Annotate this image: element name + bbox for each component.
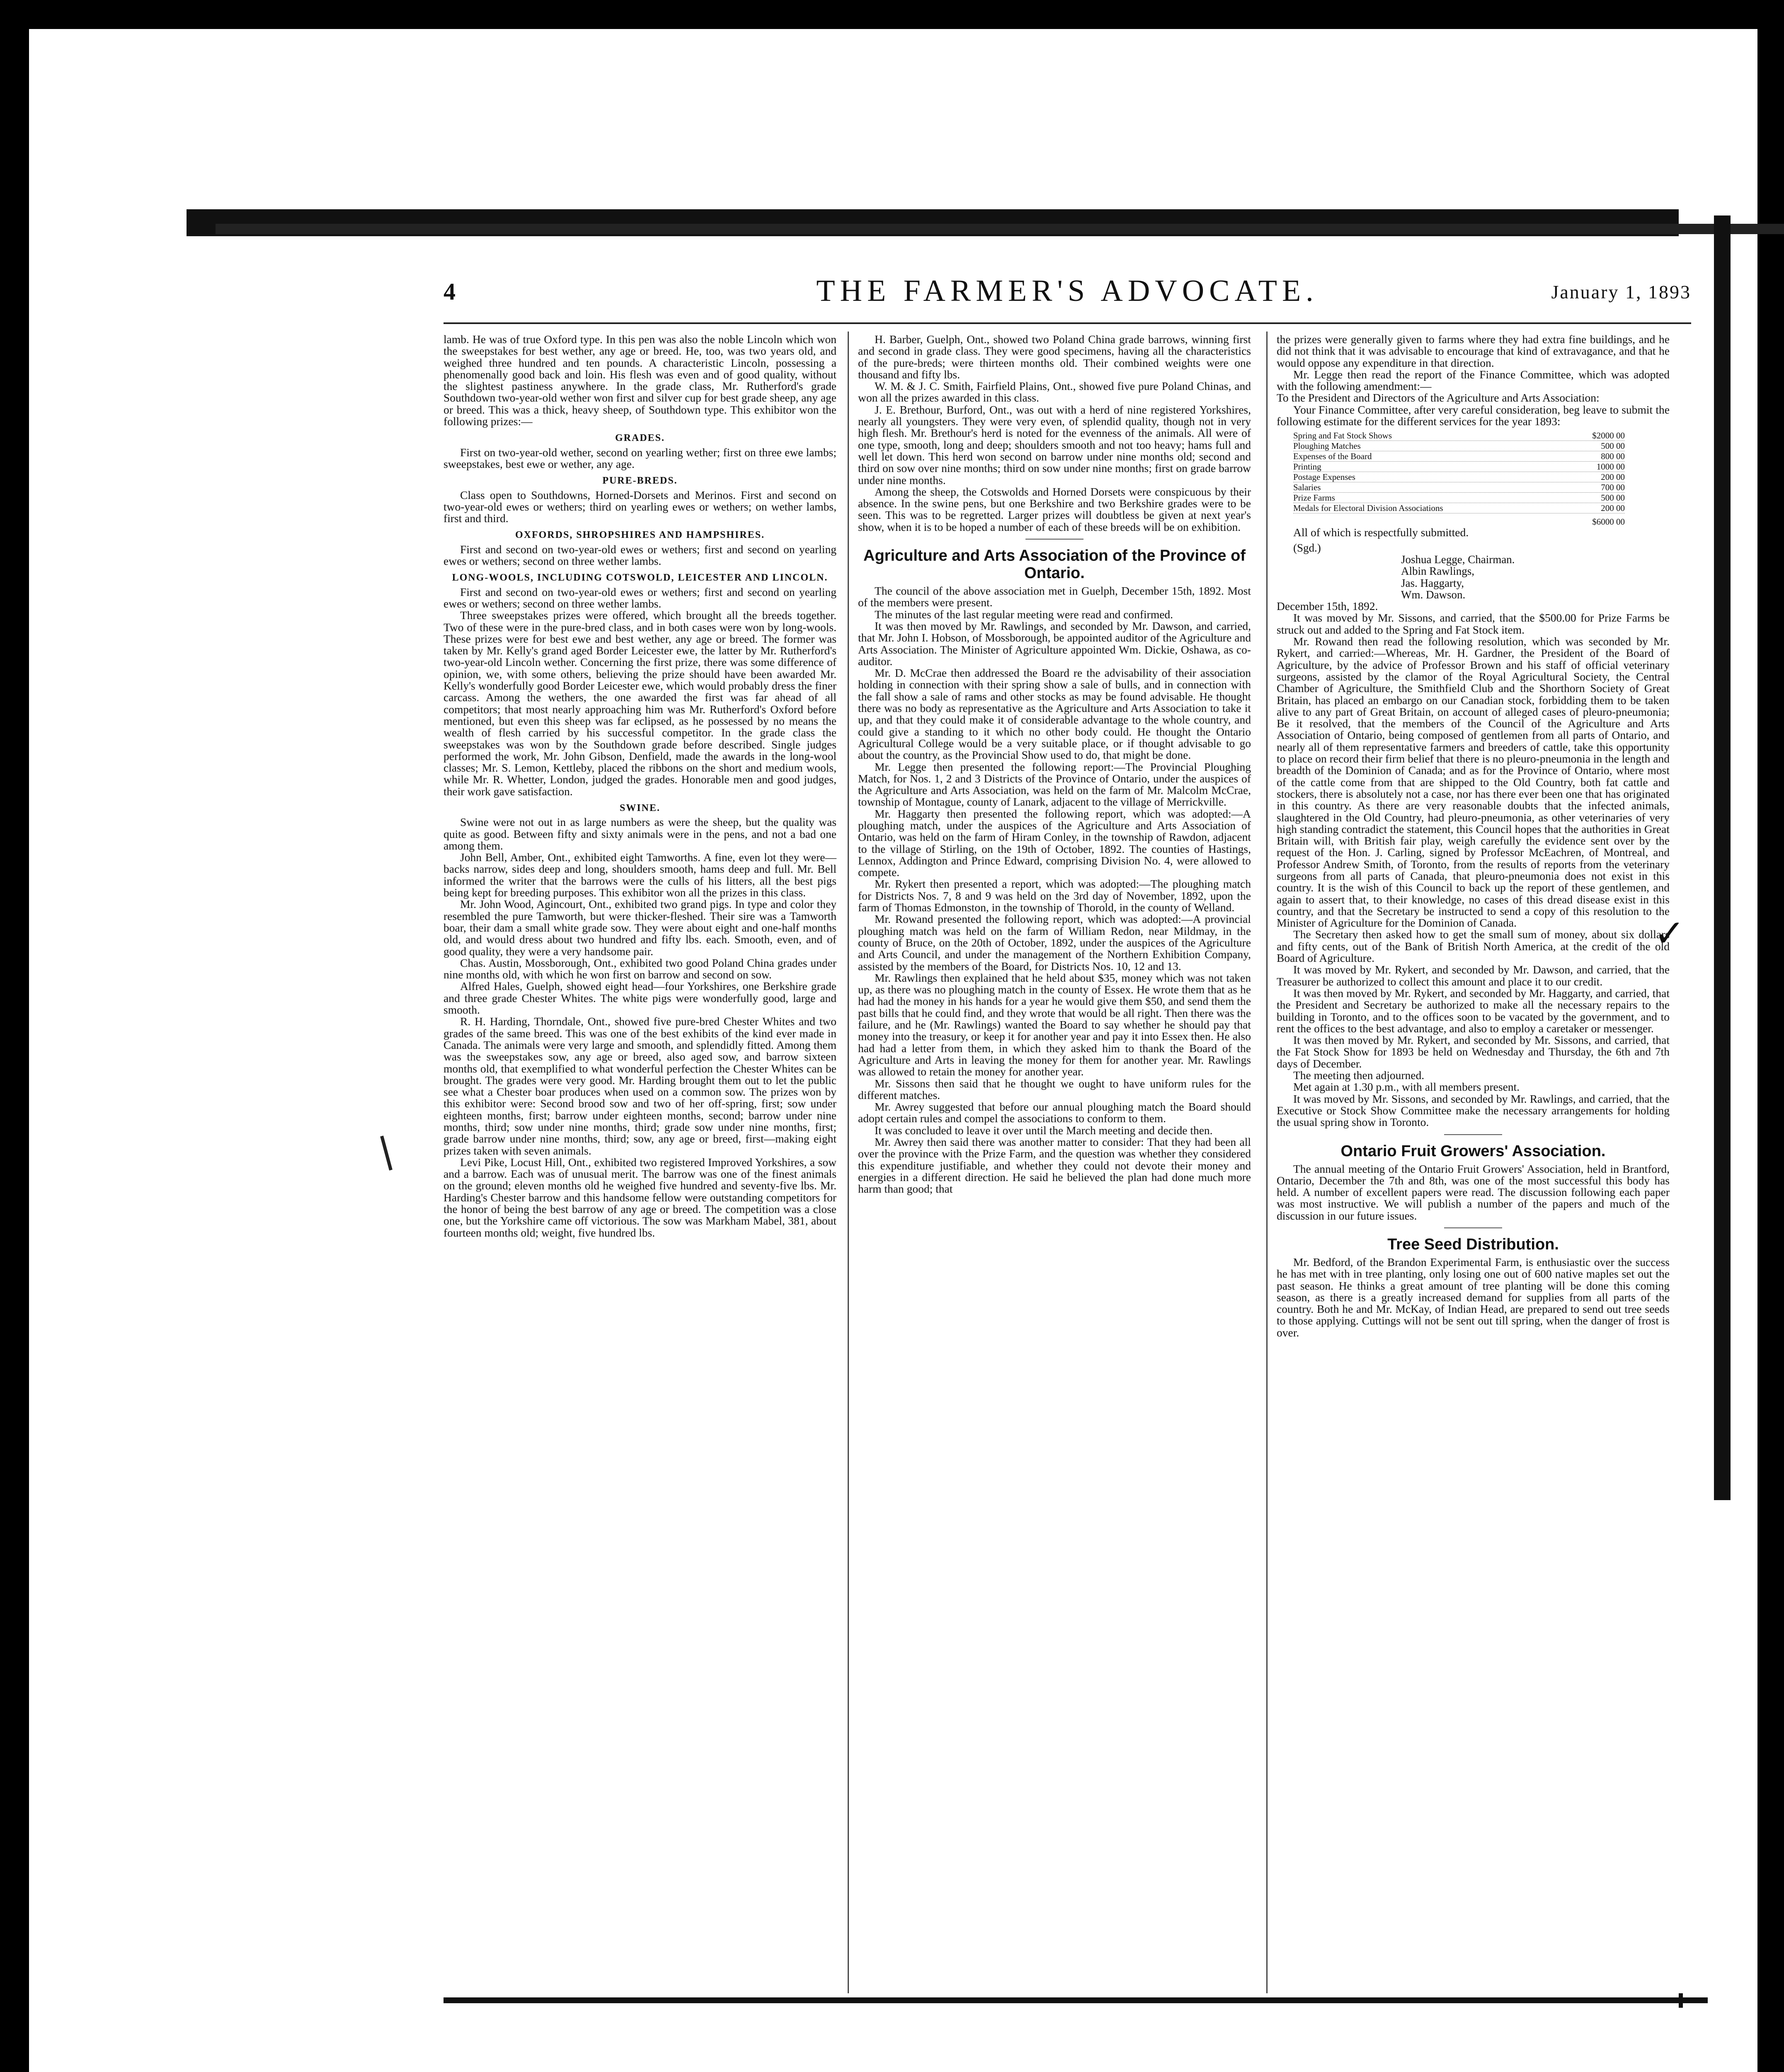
page-header <box>444 274 1691 319</box>
article-title: Agriculture and Arts Association of the Province of Ontario. <box>863 547 1246 582</box>
paragraph: Mr. Awrey then said there was another matter to consider: That they had been all over the province with the Prize Farm, and the question was whether they considered this expenditure justifiable, and whether they could not devote their money and energies in a different direction. He said he believed the plan had done much more harm than good; that <box>858 1135 1251 1196</box>
estimate-row <box>1293 451 1625 462</box>
article-title: Tree Seed Distribution. <box>1387 1236 1559 1253</box>
paragraph: First on two-year-old wether, second on yearling wether; first on three ewe lambs; sweepstakes, best ewe or wether, any age. <box>444 445 836 470</box>
paragraph: Mr. Sissons then said that he thought we ought to have uniform rules for the different matches. <box>858 1077 1251 1101</box>
estimate-item: Printing <box>1293 462 1321 472</box>
paragraph: It was concluded to leave it over until the March meeting and decide then. <box>875 1123 1213 1137</box>
column-1 <box>444 334 836 1239</box>
estimate-row <box>1293 462 1625 472</box>
divider <box>1025 539 1083 540</box>
estimate-row <box>1293 493 1625 503</box>
estimate-row <box>1293 503 1625 513</box>
paragraph: It was then moved by Mr. Rykert, and seconded by Mr. Haggarty, and carried, that the President and Secretary be authorized to make all the necessary repairs to the building in Toronto, and to the offices soon to be vacated by the government, and to rent the offices to the best advantage, and also to employ a caretaker or messenger. <box>1277 986 1670 1035</box>
paragraph: Mr. Legge then read the report of the Finance Committee, which was adopted with the following amendment:— <box>1277 368 1670 393</box>
paragraph: Swine were not out in as large numbers as were the sheep, but the quality was quite as good. Between fifty and sixty animals were in the pens, and not a bad one among them. <box>444 816 836 852</box>
paragraph: It was moved by Mr. Sissons, and carried, that the $500.00 for Prize Farms be struck out and added to the Spring and Fat Stock item. <box>1277 611 1670 636</box>
paragraph: Mr. Rawlings then explained that he held about $35, money which was not taken up, as there was no ploughing match in the county of Essex. He wrote them that as he had had the money in his hands for a year he would give them $50, and send them the past bills that he could find, and they wrote that would be all right. Then there was the failure, and he (Mr. Rawlings) wanted the Board to say whether he should pay that money into the treasury, or keep it for another year and pay it into Essex then. He also had had a letter from them, in which they asked him to thank the Board of the Agriculture and Arts in leaving the money for them for another year. Mr. Rawlings was allowed to retain the money for another year. <box>858 971 1251 1078</box>
estimate-amount: 200 00 <box>1601 503 1625 513</box>
divider <box>1444 1134 1502 1135</box>
paragraph: The Secretary then asked how to get the small sum of money, about six dollars and fifty cents, out of the Bank of British North America, at the credit of the old Board of Agriculture. <box>1277 928 1670 965</box>
paragraph: Chas. Austin, Mossborough, Ont., exhibited two good Poland China grades under nine months old, with which he won first on barrow and second on sow. <box>444 956 836 981</box>
paragraph: It was moved by Mr. Sissons, and seconded by Mr. Rawlings, and carried, that the Executive or Stock Show Committee make the necessary arrangements for holding the usual spring show in Toronto. <box>1277 1092 1670 1129</box>
paragraph: W. M. & J. C. Smith, Fairfield Plains, Ont., showed five pure Poland Chinas, and won all the prizes awarded in this class. <box>858 380 1251 404</box>
paragraph: Your Finance Committee, after very careful consideration, beg leave to submit the following estimate for the different services for the year 1893: <box>1277 403 1670 428</box>
paragraph: It was then moved by Mr. Rykert, and seconded by Mr. Sissons, and carried, that the Fat Stock Show for 1893 be held on Wednesday and Thursday, the 6th and 7th days of December. <box>1277 1034 1670 1070</box>
paragraph: Met again at 1.30 p.m., with all members present. <box>1293 1080 1520 1094</box>
paragraph: Mr. Bedford, of the Brandon Experimental Farm, is enthusiastic over the success he has met with in tree planting, only losing one out of 600 native maples set out the past season. He thinks a great amount of tree planting will be done this coming season, as there is a greatly increased demand for supplies from all parts of the country. Both he and Mr. McKay, of Indian Head, are prepared to send out tree seeds to those applying. Cuttings will not be sent out till spring, when the danger of frost is over. <box>1277 1256 1670 1339</box>
paragraph: lamb. He was of true Oxford type. In this pen was also the noble Lincoln which won the sweepstakes for best wether, any age or breed. He, too, was two years old, and weighed three hundred and ten pounds. A characteristic Lincoln, possessing a phenomenally good back and loin. His flesh was even and of good quality, without the slightest pastiness anywhere. In the grade class, Mr. Rutherford's grade Southdown two-year-old wether won first and silver cup for best grade sheep, any age or breed. This was a thick, heavy sheep, of Southdown type. This exhibitor won the following prizes:— <box>444 333 836 428</box>
paragraph: Mr. Rowand presented the following report, which was adopted:—A provincial ploughing match was held on the farm of William Redon, near Mildmay, in the county of Bruce, on the 20th of October, 1892, under the auspices of the Agriculture and Arts Council, and under the management of the Northern Exhibition Company, assisted by the members of the Board, for Districts Nos. 10, 12 and 13. <box>858 913 1251 973</box>
estimate-table <box>1293 431 1625 527</box>
estimate-item: Expenses of the Board <box>1293 451 1372 462</box>
paragraph: Among the sheep, the Cotswolds and Horned Dorsets were conspicuous by their absence. In the swine pens, but one Berkshire and two Berkshire grades were to be seen. This was to be regretted. Larger prizes will doubtless be given at next year's show, when it is to be hoped a number of each of these breeds will be on exhibition. <box>858 485 1251 533</box>
signature: Joshua Legge, Chairman. <box>1401 553 1515 566</box>
estimate-item: Spring and Fat Stock Shows <box>1293 431 1392 441</box>
estimate-amount: 800 00 <box>1601 451 1625 462</box>
estimate-amount: 700 00 <box>1601 482 1625 493</box>
estimate-amount: 1000 00 <box>1596 462 1625 472</box>
paragraph: John Bell, Amber, Ont., exhibited eight Tamworths. A fine, even lot they were—backs narrow, sides deep and long, shoulders smooth, hams deep and full. Mr. Bell informed the writer that the barrows were the culls of his litters, all the best pigs being kept for breeding purposes. This exhibitor won all the prizes in this class. <box>444 851 836 899</box>
paragraph: Three sweepstakes prizes were offered, which brought all the breeds together. Two of these were in the pure-bred class, and in both cases were won by long-wools. These prizes were for best ewe and best wether, any age or breed. The former was taken by Mr. Kelly's grand aged Border Leicester ewe, the latter by Mr. Rutherford's two-year-old Lincoln wether. Concerning the first prize, there was some difference of opinion, we, with some others, believing the prize should have been awarded Mr. Kelly's wonderfully good Border Leicester ewe, which would probably dress the finer carcass. Among the wethers, the one awarded the first was far ahead of all competitors; that most nearly approaching him was Mr. Rutherford's Oxford before mentioned, but even this sheep was far eclipsed, as he possessed by no means the wealth of flesh carried by his successful competitor. In the grade class the sweepstakes was won by the Southdown grade before described. Single judges performed the work, Mr. John Gibson, Denfield, made the awards in the long-wool classes; Mr. S. Lemon, Kettleby, placed the ribbons on the short and medium wools, while Mr. R. Whetter, London, judged the grades. Honorable men and good judges, their work gave satisfaction. <box>444 609 836 798</box>
page-number: 4 <box>444 278 456 305</box>
paragraph: To the President and Directors of the Agriculture and Arts Association: <box>1277 391 1600 404</box>
estimate-item: Prize Farms <box>1293 493 1335 503</box>
bottom-tick <box>1679 1993 1683 2008</box>
paragraph: Mr. John Wood, Agincourt, Ont., exhibited two grand pigs. In type and color they resembled the pure Tamworth, but were thicker-fleshed. Their sire was a Tamworth boar, their dam a small white grade sow. They were about eight and one-half months old, and would dress about two hundred and fifty lbs. each. Smooth, even, and of good quality, they were a very handsome pair. <box>444 898 836 958</box>
paragraph: All of which is respectfully submitted. <box>1293 526 1469 539</box>
estimate-row <box>1293 482 1625 493</box>
paragraph: The meeting then adjourned. <box>1293 1069 1425 1082</box>
scan-edge-right <box>1714 215 1731 1500</box>
newspaper-page <box>444 274 1691 2072</box>
column-rule <box>1266 332 1268 1993</box>
sgd-label: (Sgd.) <box>1293 541 1321 554</box>
estimate-item: Salaries <box>1293 482 1321 493</box>
estimate-amount: 500 00 <box>1601 441 1625 451</box>
column-rule <box>848 332 849 1993</box>
scan-bar-shadow <box>216 224 1784 234</box>
section-heading: OXFORDS, SHROPSHIRES AND HAMPSHIRES. <box>515 530 765 541</box>
paragraph: R. H. Harding, Thorndale, Ont., showed five pure-bred Chester Whites and two grades of the same breed. This was one of the best exhibits of the kind ever made in Canada. The animals were very large and smooth, and splendidly fitted. Among them was the sweepstakes sow, any age or breed, also aged sow, and barrow sixteen months old, that exemplified to what wonderful perfection the Chester Whites can be brought. The grades were very good. Mr. Harding brought them out to let the public see what a Chester boar produces when used on a common sow. The prizes won by this exhibitor were: Second brood sow and two of her off-spring, first; sow under eighteen months, first; barrow under eighteen months, second; barrow under nine months, third; sow under nine months, third; grade sow under nine months, first; grade barrow under nine months, third; sow, any age or breed, first—making eight prizes taken with seven animals. <box>444 1015 836 1157</box>
paragraph: H. Barber, Guelph, Ont., showed two Poland China grade barrows, winning first and second in grade class. They were good specimens, having all the characteristics of the pure-breds; were thirteen months old. Their combined weights were one thousand and fifty lbs. <box>858 333 1251 381</box>
section-heading: LONG-WOOLS, INCLUDING COTSWOLD, LEICESTER AND LINCOLN. <box>452 572 828 583</box>
paragraph: Mr. Legge then presented the following report:—The Provincial Ploughing Match, for Nos. 1, 2 and 3 Districts of the Province of Ontario, under the auspices of the Agriculture and Arts Association, was held on the farm of Mr. Malcolm McCrae, township of Montague, county of Lanark, adjacent to the village of Merrickville. <box>858 760 1251 808</box>
signatures <box>1293 542 1670 600</box>
section-heading: PURE-BREDS. <box>602 475 678 487</box>
bottom-rule <box>444 1997 1708 2003</box>
masthead: THE FARMER'S ADVOCATE. <box>816 274 1319 308</box>
paragraph: It was moved by Mr. Rykert, and seconded by Mr. Dawson, and carried, that the Treasurer be authorized to collect this amount and place it to our credit. <box>1277 963 1670 988</box>
estimate-item: Postage Expenses <box>1293 472 1355 482</box>
pencil-check-icon: ✓ <box>1654 912 1685 955</box>
signature: Wm. Dawson. <box>1401 588 1466 601</box>
paragraph: Mr. Rowand then read the following resolution, which was seconded by Mr. Rykert, and carried:—Whereas, Mr. H. Gardner, the President of the Board of Agriculture, by the advice of Professor Brown and his staff of official veterinary surgeons, assisted by the clamor of the Royal Agricultural Society, the Central Chamber of Agriculture, the Smithfield Club and the Shorthorn Society of Great Britain, has placed an embargo on our Canadian stock, forbidding them to be taken alive to any part of Great Britain, on account of alleged cases of pleuro-pneumonia; Be it resolved, that the members of the Council of the Agriculture and Arts Association of Ontario, being composed of gentlemen from all parts of Ontario, and nearly all of them representative farmers and breeders of cattle, take this opportunity to place on record their firm belief that there is no pleuro-pneumonia in the length and breadth of the Dominion of Canada; and as for the Province of Ontario, where most of the cattle come from that are shipped to the Old Country, both fat cattle and stockers, there is absolutely not a case, nor has there ever been one that has originated in this country. As there are very reasonable doubts that the infected animals, slaughtered in the Old Country, had pleuro-pneumonia, as other veterinaries of very high standing contradict the statement, this Council hopes that the authorities in Great Britain will, with British fair play, weigh carefully the evidence sent over by the request of the Hon. J. Carling, signed by Professor McEachren, of Montreal, and Professor Andrew Smith, of Toronto, from the results of reports from the veterinary surgeons from all parts of Canada, that pleuro-pneumonia does not exist in this country. It is the wish of this Council to back up the report of these gentlemen, and again to assert that, to their knowledge, no cases of this dread disease exist in this country, and that the Secretary be instructed to send a copy of this resolution to the Minister of Agriculture for the Dominion of Canada. <box>1277 635 1670 929</box>
paragraph: Alfred Hales, Guelph, showed eight head—four Yorkshires, one Berkshire grade and three grade Chester Whites. The white pigs were wonderfully good, large and smooth. <box>444 980 836 1017</box>
estimate-amount: 500 00 <box>1601 493 1625 503</box>
estimate-item: Medals for Electoral Division Associations <box>1293 503 1443 513</box>
column-2 <box>858 334 1251 1195</box>
paragraph: The council of the above association met in Guelph, December 15th, 1892. Most of the members were present. <box>858 584 1251 609</box>
estimate-amount: 200 00 <box>1601 472 1625 482</box>
paragraph: First and second on two-year-old ewes or wethers; first and second on yearling ewes or wethers; second on three wether lambs. <box>444 542 836 568</box>
signature: Albin Rawlings, <box>1401 565 1475 578</box>
signature: Jas. Haggarty, <box>1401 576 1464 589</box>
estimate-row <box>1293 441 1625 451</box>
header-rule <box>444 322 1691 324</box>
issue-date: January 1, 1893 <box>1551 281 1691 303</box>
divider <box>1444 1227 1502 1228</box>
section-heading: SWINE. <box>619 802 661 813</box>
article-title: Ontario Fruit Growers' Association. <box>1340 1142 1606 1160</box>
paragraph: Mr. Haggarty then presented the following report, which was adopted:—A ploughing match, under the auspices of the Agriculture and Arts Association of Ontario, was held on the farm of Hiram Conley, in the township of Rawdon, adjacent to the village of Stirling, on the 19th of October, 1892. The counties of Hastings, Lennox, Addington and Prince Edward, comprising Division No. 4, were allowed to compete. <box>858 807 1251 879</box>
report-date: December 15th, 1892. <box>1277 600 1378 613</box>
section-heading: GRADES. <box>615 433 665 444</box>
paragraph: J. E. Brethour, Burford, Ont., was out with a herd of nine registered Yorkshires, nearly all youngsters. They were very even, of splendid quality, though not in very high flesh. Mr. Brethour's herd is noted for the evenness of the animals. All were of one type, smooth, long and deep; shoulders smooth and not too heavy; hams full and well let down. This herd won second on barrow under nine months old; second and third on sow over nine months; third on sow under nine months; first on grade barrow under nine months. <box>858 403 1251 487</box>
estimate-row <box>1293 472 1625 482</box>
paragraph: First and second on two-year-old ewes or wethers; first and second on yearling ewes or wethers; second on three wether lambs. <box>444 585 836 610</box>
paragraph: Mr. Rykert then presented a report, which was adopted:—The ploughing match for Districts Nos. 7, 8 and 9 was held on the 3rd day of November, 1892, upon the farm of Thomas Edmonston, in the township of Thorold, in the county of Welland. <box>858 877 1251 914</box>
paragraph: The annual meeting of the Ontario Fruit Growers' Association, held in Brantford, Ontario, December the 7th and 8th, was one of the most successful this body has held. A number of excellent papers were read. The discussion following each paper was most instructive. We will publish a number of the papers and much of the discussion in our future issues. <box>1277 1162 1670 1222</box>
paragraph: It was then moved by Mr. Rawlings, and seconded by Mr. Dawson, and carried, that Mr. John I. Hobson, of Mossborough, be appointed auditor of the Agriculture and Arts Association. The Minister of Agriculture appointed Wm. Dickie, Oshawa, as co-auditor. <box>858 619 1251 668</box>
estimate-amount: $2000 00 <box>1592 431 1625 441</box>
paragraph: Mr. Awrey suggested that before our annual ploughing match the Board should adopt certain rules and compel the associations to conform to them. <box>858 1100 1251 1125</box>
estimate-item: Ploughing Matches <box>1293 441 1361 451</box>
paragraph: Levi Pike, Locust Hill, Ont., exhibited two registered Improved Yorkshires, a sow and a barrow. Each was of unusual merit. The barrow was one of the finest animals on the ground; eleven months old he weighed five hundred and seventy-five lbs. Mr. Harding's Chester barrow and this handsome fellow were outstanding competitors for the honor of being the best barrow of any age or breed. The competition was a close one, but the Yorkshire came off victorious. The sow was Markham Mabel, 381, about fourteen months old; weight, five hundred lbs. <box>444 1155 836 1239</box>
paragraph: The minutes of the last regular meeting were read and confirmed. <box>875 608 1173 621</box>
paragraph: Mr. D. McCrae then addressed the Board re the advisability of their association holding in connection with their spring show a sale of bulls, and in connection with the fall show a sale of rams and other stocks as may be found advisable. He thought there was no body as representative as the Agriculture and Arts Association to take it up, and that they could make it of considerable advantage to the whole country, and could give a standing to it which no other body could. He thought the Ontario Agricultural College would be a very suitable place, or if thought advisable to go about the country, as the Provincial Show used to do, that might be done. <box>858 666 1251 762</box>
paragraph: the prizes were generally given to farms where they had extra fine buildings, and he did not think that it was advisable to encourage that kind of extravagance, and that he would oppose any expenditure in that direction. <box>1277 333 1670 369</box>
column-3 <box>1277 334 1670 1339</box>
estimate-row <box>1293 431 1625 441</box>
paragraph: Class open to Southdowns, Horned-Dorsets and Merinos. First and second on two-year-old ewes or wethers; third on yearling ewes or wethers; on wether lambs, first and third. <box>444 488 836 525</box>
estimate-total: $6000 00 <box>1592 517 1625 527</box>
